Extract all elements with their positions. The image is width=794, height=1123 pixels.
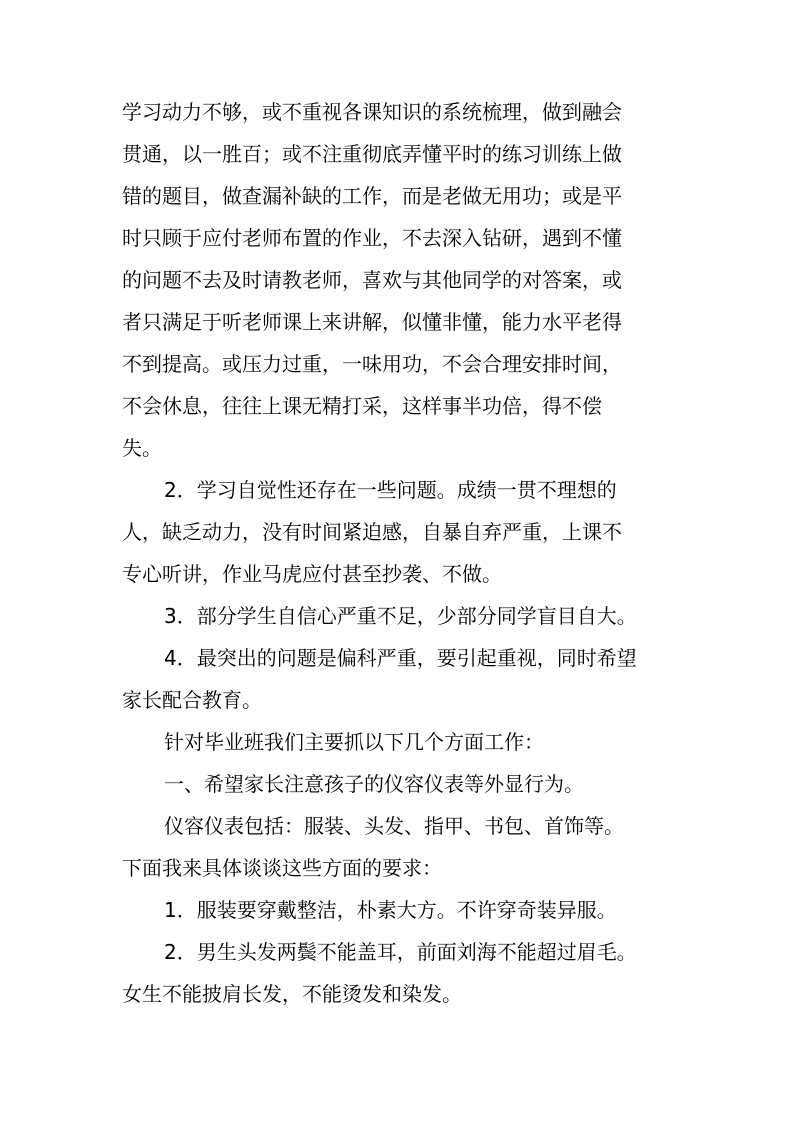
paragraph-appearance-start: 仪容仪表包括：服装、头发、指甲、书包、首饰等。 (164, 814, 624, 838)
text-line: 错的题目，做查漏补缺的工作，而是老做无用功；或是平 (122, 184, 622, 208)
text-line: 的问题不去及时请教老师，喜欢与其他同学的对答案，或 (122, 268, 622, 292)
text-line: 家长配合教育。 (122, 688, 262, 712)
text-line: 时只顾于应付老师布置的作业，不去深入钻研，遇到不懂 (122, 226, 622, 250)
text-line: 专心听讲，作业马虎应付甚至抄袭、不做。 (122, 562, 502, 586)
requirement-2-start: 2．男生头发两鬓不能盖耳，前面刘海不能超过眉毛。 (164, 940, 637, 964)
text-line: 人，缺乏动力，没有时间紧迫感，自暴自弃严重，上课不 (122, 520, 622, 544)
paragraph-2-start: 2．学习自觉性还存在一些问题。成绩一贯不理想的 (164, 478, 617, 502)
text-line: 不到提高。或压力过重，一味用功，不会合理安排时间， (122, 352, 622, 376)
text-line: 失。 (122, 436, 162, 460)
text-line: 下面我来具体谈谈这些方面的要求： (122, 856, 442, 880)
paragraph-4-start: 4．最突出的问题是偏科严重，要引起重视，同时希望 (164, 646, 637, 670)
paragraph-intro: 针对毕业班我们主要抓以下几个方面工作： (164, 730, 544, 754)
text-line: 学习动力不够，或不重视各课知识的系统梳理，做到融会 (122, 100, 622, 124)
requirement-1: 1．服装要穿戴整洁，朴素大方。不许穿奇装异服。 (164, 898, 617, 922)
paragraph-3: 3．部分学生自信心严重不足，少部分同学盲目自大。 (164, 604, 637, 628)
section-heading-1: 一、希望家长注意孩子的仪容仪表等外显行为。 (164, 772, 584, 796)
text-line: 女生不能披肩长发，不能烫发和染发。 (122, 982, 462, 1006)
text-line: 贯通，以一胜百；或不注重彻底弄懂平时的练习训练上做 (122, 142, 622, 166)
text-line: 者只满足于听老师课上来讲解，似懂非懂，能力水平老得 (122, 310, 622, 334)
text-line: 不会休息，往往上课无精打采，这样事半功倍，得不偿 (122, 394, 602, 418)
